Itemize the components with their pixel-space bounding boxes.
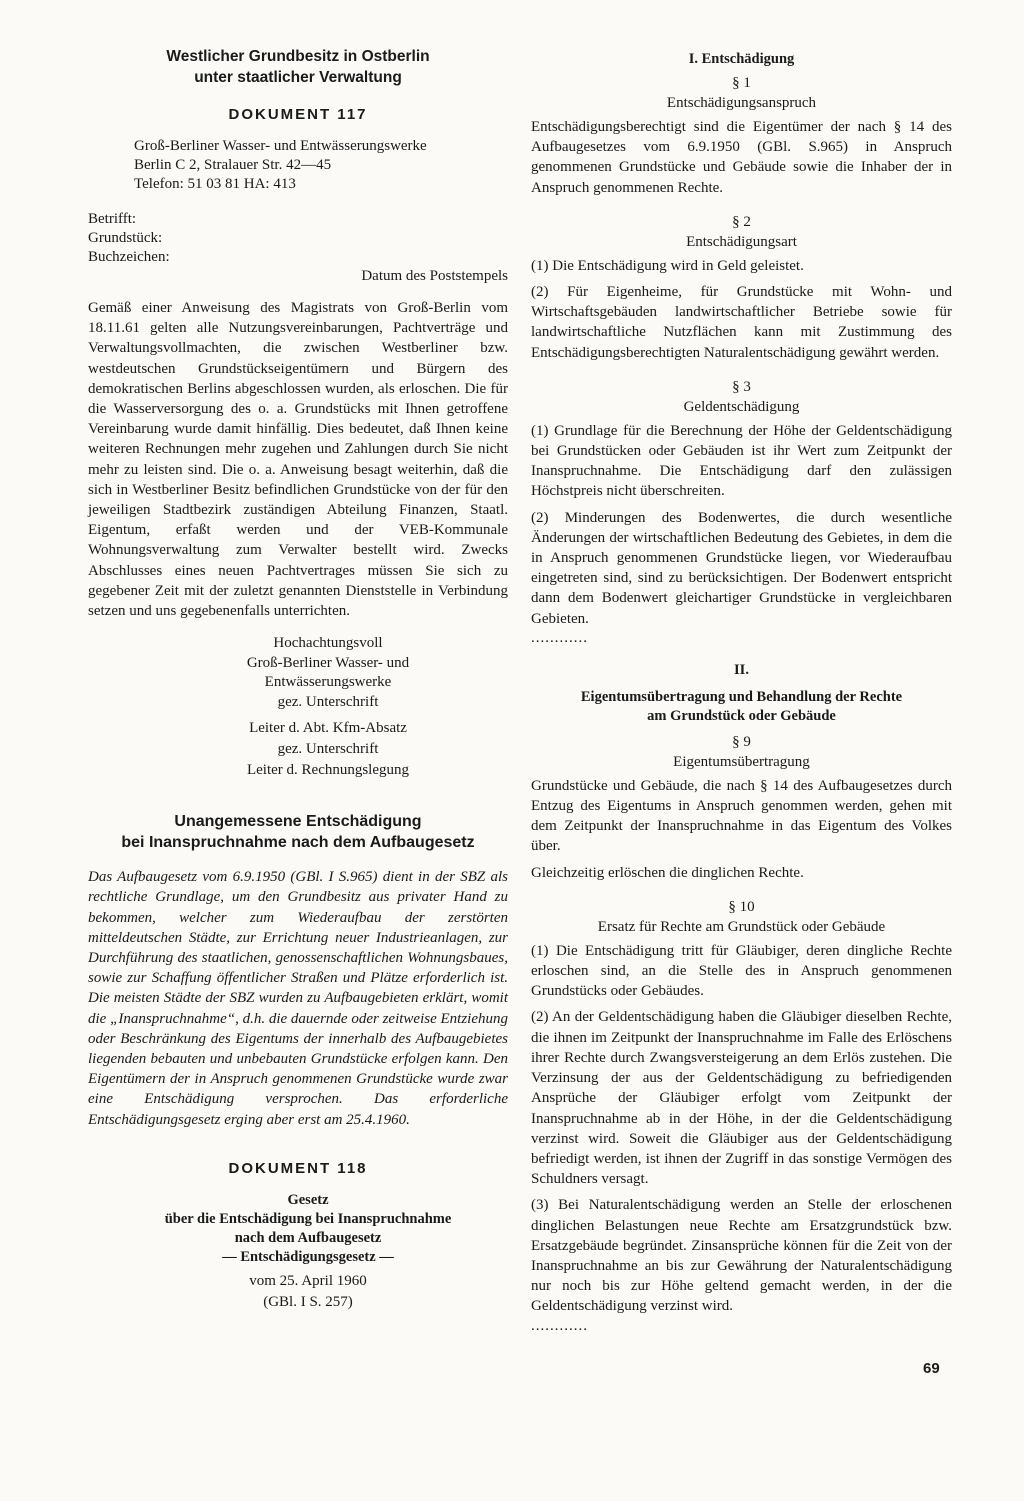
paragraph-9-title: Eigentumsübertragung [673,753,810,770]
sender-address [88,137,508,194]
page-number: 69 [923,1360,940,1377]
ref-betrifft: Betrifft: [88,211,137,227]
ref-grundstueck: Grundstück: [88,230,163,246]
paragraph-9-text: Gleichzeitig erlöschen die dinglichen Rechte. [531,864,804,881]
paragraph-10-title: Ersatz für Rechte am Grundstück oder Gebäude [597,918,886,935]
heading-unangemessene-line2: bei Inanspruchnahme nach dem Aufbaugesetz [121,834,475,852]
paragraph-2-number: § 2 [732,213,751,230]
law-date: vom 25. April 1960 [249,1272,367,1289]
closing-line: Hochachtungsvoll [273,635,383,652]
paragraph-9-text: Grundstücke und Gebäude, die nach § 14 des Aufbaugesetzes durch Entzug des Eigentums in Anspruch genommen werden, gehen mit dem Zeitpunkt der Inanspruchnahme in das Eigentum des Volkes über. [531,777,952,855]
intro-italic-text: Das Aufbaugesetz vom 6.9.1950 (GBl. I S.965) dient in der SBZ als rechtliche Grundlage, um den Grundbesitz aus privater Hand zu bekommen, welcher zum Wiederaufbau der zerstörten mitteldeutschen Städte, zur Errichtung neuer Industrieanlagen, zur Durchführung des staatlichen, genossenschaftlichen Wohnungsbaues, sowie zur Schaffung öffentlicher Straßen und Plätze erforderlich ist. Die meisten Städte der SBZ wurden zu Aufbaugebieten erklärt, womit die „Inanspruchnahme“, d.h. die dauernde oder zeitweise Entziehung oder Beschränkung des Eigentums der innerhalb des Aufbaugebietes liegenden bebauten und unbebauten Grundstücke erfolgen kann. Den Eigentümern der in Anspruch genommenen Grundstücke wurde zwar eine Entschädigung versprochen. Das erforderliche Entschädigungsgesetz erging aber erst am 25.4.1960. [88,869,508,1128]
paragraph-2-text: (1) Die Entschädigung wird in Geld geleistet. [531,257,804,274]
paragraph-3-text: (1) Grundlage für die Berechnung der Höhe der Geldentschädigung bei Grundstücken oder Gebäuden ist ihr Wert zum Zeitpunkt der Inanspruchnahme. Die Entschädigung darf den zulässigen Höchstpreis nicht überschreiten. [531,422,952,500]
closing-line: gez. Unterschrift [277,741,379,758]
closing-line: Groß-Berliner Wasser- und [246,655,410,672]
section-2-number: II. [734,661,749,678]
paragraph-10-text: (1) Die Entschädigung tritt für Gläubiger, deren dingliche Rechte erloschen sind, an die Stelle des in Anspruch genommenen Grundstücks oder Gebäudes. [531,942,952,1000]
paragraph-3-title: Geldentschädigung [683,398,800,415]
closing-line: Leiter d. Abt. Kfm-Absatz [249,720,407,737]
omission-dots: ............ [531,1317,588,1334]
law-title-line: — Entschädigungsgesetz — [222,1248,394,1265]
letter-body: Gemäß einer Anweisung des Magistrats von Groß-Berlin vom 18.11.61 gelten alle Nutzungsvereinbarungen, Pachtverträge und Verwaltungsvollmachten, die zwischen Westberliner bzw. westdeutschen Grundstückseigentümern und Bürgern des demokratischen Berlins abgeschlossen wurden, als erloschen. Die für die Wasserversorgung des o. a. Grundstücks mit Ihnen getroffene Vereinbarung wurde damit hinfällig. Dies bedeutet, daß Ihnen keine weiteren Rechnungen mehr zugehen und Zahlungen durch Sie nicht mehr zu leisten sind. Die o. a. Anweisung besagt weiterhin, daß die sich in Westberliner Besitz befindlichen Grundstücke von der für den jeweiligen Stadtbezirk zuständigen Abteilung Finanzen, Staatl. Eigentum, erfaßt werden und der VEB-Kommunale Wohnungsverwaltung zum Verwalter bestellt wird. Zwecks Abschlusses eines neuen Pachtvertrages müssen Sie sich zu gegebener Zeit mit der zuletzt genannten Dienststelle in Verbindung setzen und uns gegebenenfalls unterrichten. [88,300,508,620]
document-118-label: DOKUMENT 118 [228,1159,368,1177]
paragraph-2-title: Entschädigungsart [686,233,797,250]
reference-fields [88,210,508,267]
paragraph-10-text: (3) Bei Naturalentschädigung werden an Stelle der erloschenen dinglichen Belastungen neue Rechte am Ersatzgrundstück bzw. Ersatzgebäude begründet. Zinsansprüche können für die Zeit von der Inanspruchnahme an bis zur Gewährung der Naturalentschädigung nur noch bis zur Höhe geltend gemacht werden, in der die Geldentschädigung verzinst wird. [531,1197,952,1315]
letter-closing [88,633,508,781]
postmark-date: Datum des Poststempels [361,268,508,284]
heading-westlicher-grundbesitz-line2: unter staatlicher Verwaltung [194,69,402,86]
paragraph-9-number: § 9 [732,733,751,750]
law-title-line: Gesetz [287,1191,329,1208]
heading-westlicher-grundbesitz-line1: Westlicher Grundbesitz in Ostberlin [166,48,430,65]
paragraph-1-text: Entschädigungsberechtigt sind die Eigentümer der nach § 14 des Aufbaugesetzes vom 6.9.1950 (GBl. S.965) in Anspruch genommenen Grundstücke und Gebäude sowie die Inhaber der in Anspruch genommenen Rechte. [531,119,952,196]
law-title [88,1191,508,1313]
paragraph-2-text: (2) Für Eigenheime, für Grundstücke mit Wohn- und Wirtschaftsgebäuden landwirtschaftlicher Betriebe sowie für landwirtschaftliche Nutzflächen kann mit Zustimmung des Entschädigungsberechtigten Naturalentschädigung gewährt werden. [531,284,952,361]
paragraph-10-number: § 10 [728,898,755,915]
section-1-title: I. Entschädigung [688,51,795,67]
omission-dots: ............ [531,629,588,646]
address-line: Groß-Berliner Wasser- und Entwässerungswerke [134,138,427,154]
section-2-title-line: Eigentumsübertragung und Behandlung der Rechte [580,688,903,705]
paragraph-10-text: (2) An der Geldentschädigung haben die Gläubiger dieselben Rechte, die ihnen im Zeitpunkt der Inanspruchnahme im Falle des Erlöschens ihrer Rechte durch Zwangsversteigerung an dem Erlös zustehen. Die Verzinsung der aus der Geldentschädigung zu befriedigenden Ansprüche der Gläubiger erfolgt vom Zeitpunkt der Inanspruchnahme ab in der Höhe, in der die Geldentschädigung verzinst wird. Soweit die Gläubiger aus der Geldentschädigung befriedigt werden, ist ihnen der Zugriff in das sonstige Vermögen des Schuldners versagt. [531,1009,952,1188]
paragraph-1-title: Entschädigungsanspruch [666,95,817,111]
closing-line: Entwässerungswerke [264,674,392,691]
law-gazette-ref: (GBl. I S. 257) [263,1293,353,1310]
heading-unangemessene-line1: Unangemessene Entschädigung [174,813,422,831]
paragraph-3-number: § 3 [732,378,751,395]
law-title-line: nach dem Aufbaugesetz [234,1229,382,1246]
section-2-title-line: am Grundstück oder Gebäude [647,707,836,724]
address-line: Berlin C 2, Stralauer Str. 42—45 [134,157,332,173]
paragraph-1-number: § 1 [732,75,751,91]
paragraph-3-text: (2) Minderungen des Bodenwertes, die durch wesentliche Änderungen der wirtschaftlichen Bedeutung des Gebietes, in dem die in Anspruch genommenen Grundstücke liegen, vor Wiederaufbau eingetreten sind, sind zu berücksichtigen. Der Bodenwert entspricht dann dem Bodenwert gleichartiger Grundstücke in vergleichbaren Gebieten. [531,509,952,627]
ref-buchzeichen: Buchzeichen: [88,249,170,265]
address-line: Telefon: 51 03 81 HA: 413 [134,176,296,192]
left-column [88,46,508,1313]
closing-line: gez. Unterschrift [277,694,379,711]
right-column [531,50,952,1335]
law-title-line: über die Entschädigung bei Inanspruchnahme [164,1210,452,1227]
document-117-label: DOKUMENT 117 [228,106,368,123]
closing-line: Leiter d. Rechnungslegung [246,762,410,779]
